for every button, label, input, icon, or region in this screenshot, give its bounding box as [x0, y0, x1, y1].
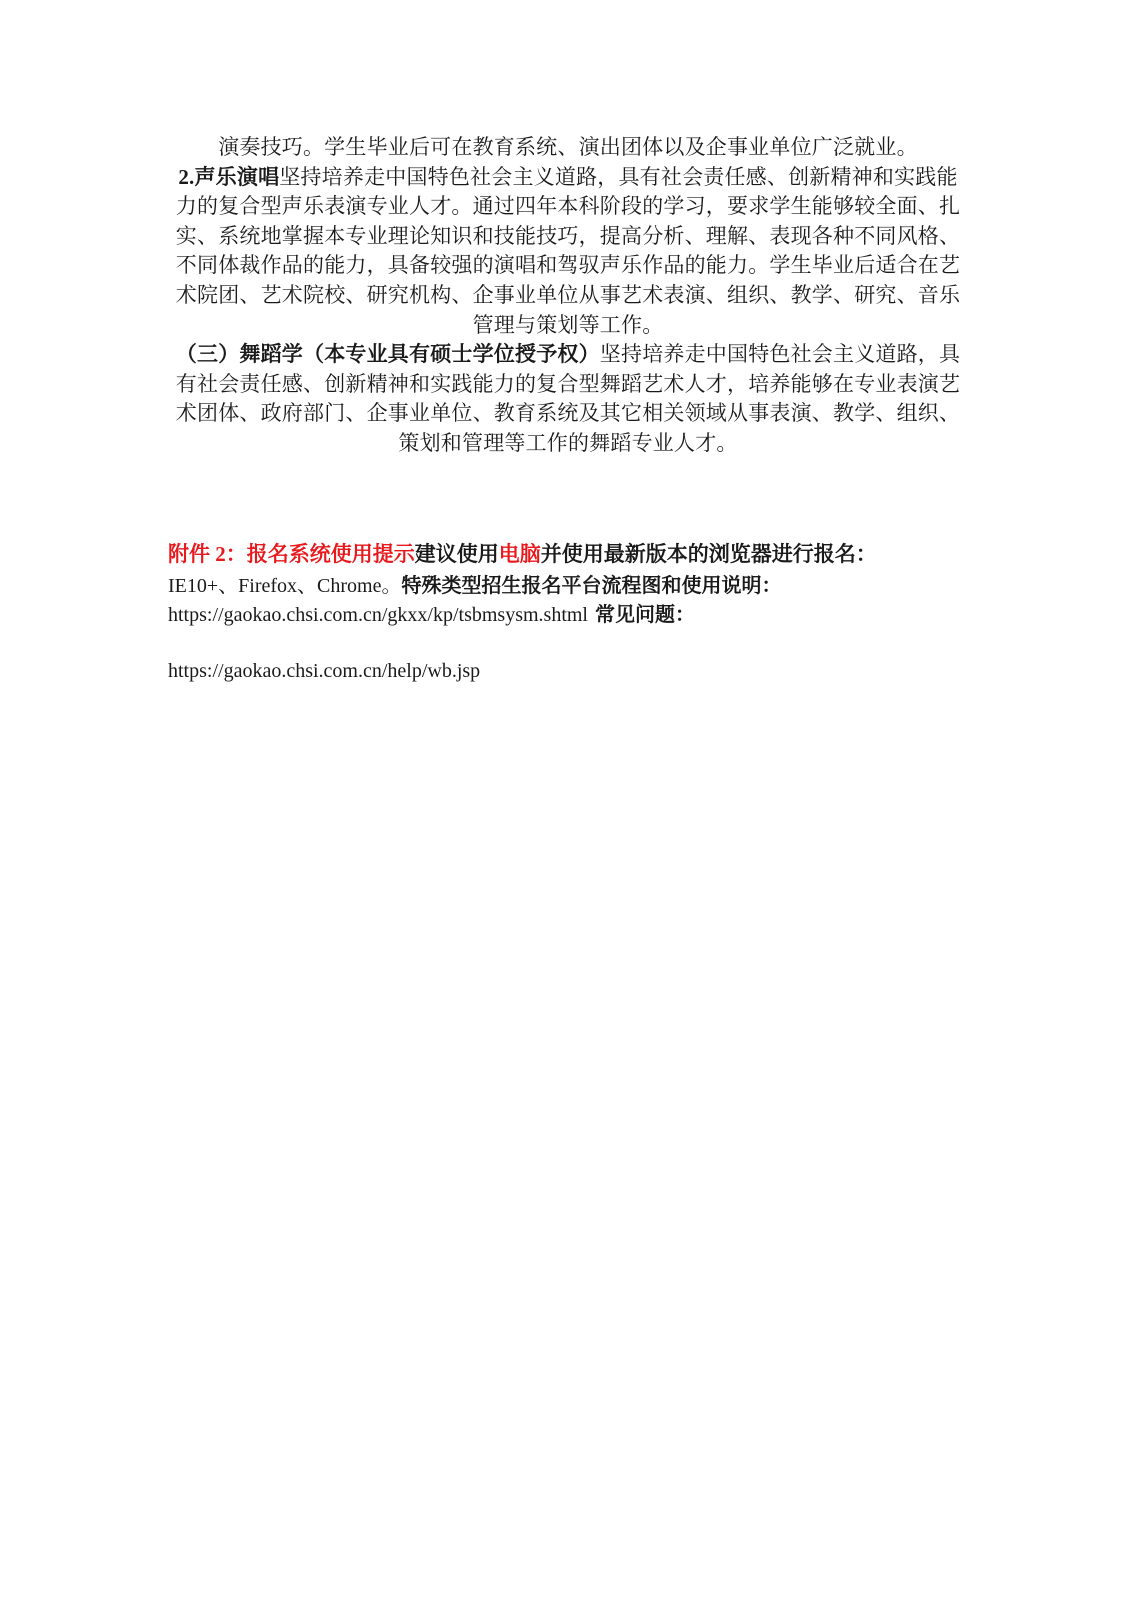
guide-label: 特殊类型招生报名平台流程图和使用说明：	[401, 573, 782, 597]
guide-url-link[interactable]: https://gaokao.chsi.com.cn/gkxx/kp/tsbmsysm.shtml	[168, 604, 588, 626]
vocal-paragraph	[168, 163, 968, 341]
attachment-label-prefix: 附件	[168, 542, 210, 566]
attachment-highlight: 电脑	[498, 542, 541, 566]
browser-line	[168, 571, 781, 600]
music-paragraph-end	[168, 133, 968, 163]
browser-list: IE10+、Firefox、Chrome。	[168, 575, 402, 597]
dance-paragraph	[168, 340, 968, 458]
attachment-text-2: 并使用最新版本的浏览器进行报名：	[540, 542, 877, 566]
attachment-title: 报名系统使用提示	[246, 542, 415, 566]
attachment-text-1: 建议使用	[414, 542, 499, 566]
attachment-heading	[168, 539, 968, 569]
music-paragraph-text: 演奏技巧。学生毕业后可在教育系统、演出团体以及企事业单位广泛就业。	[218, 135, 918, 159]
vocal-number: 2.	[178, 164, 195, 189]
vocal-heading: 声乐演唱	[194, 164, 280, 189]
vocal-text: 坚持培养走中国特色社会主义道路，具有社会责任感、创新精神和实践能力的复合型声乐表演专业人才。通过四年本科阶段的学习，要求学生能够较全面、扎实、系统地掌握本专业理论知识和技能技巧，提高分析、理解、表现各种不同风格、不同体裁作品的能力，具备较强的演唱和驾驭声乐作品的能力。学生毕业后适合在艺术院团、艺术院校、研究机构、企事业单位从事艺术表演、组织、教学、研究、音乐管理与策划等工作。	[175, 164, 961, 337]
faq-label: 常见问题：	[588, 602, 695, 626]
attachment-label-colon: ：	[225, 542, 247, 566]
dance-text: 坚持培养走中国特色社会主义道路，具有社会责任感、创新精神和实践能力的复合型舞蹈艺术人才，培养能够在专业表演艺术团体、政府部门、企事业单位、教育系统及其它相关领域从事表演、教学、组织、策划和管理等工作的舞蹈专业人才。	[175, 342, 961, 455]
attachment-label-number: 2	[210, 542, 226, 566]
body-text-block	[168, 133, 968, 459]
faq-link-line	[168, 656, 480, 685]
faq-url-link[interactable]: https://gaokao.chsi.com.cn/help/wb.jsp	[168, 660, 481, 682]
guide-link-line	[168, 600, 695, 629]
dance-heading: （三）舞蹈学（本专业具有硕士学位授予权）	[175, 342, 600, 367]
